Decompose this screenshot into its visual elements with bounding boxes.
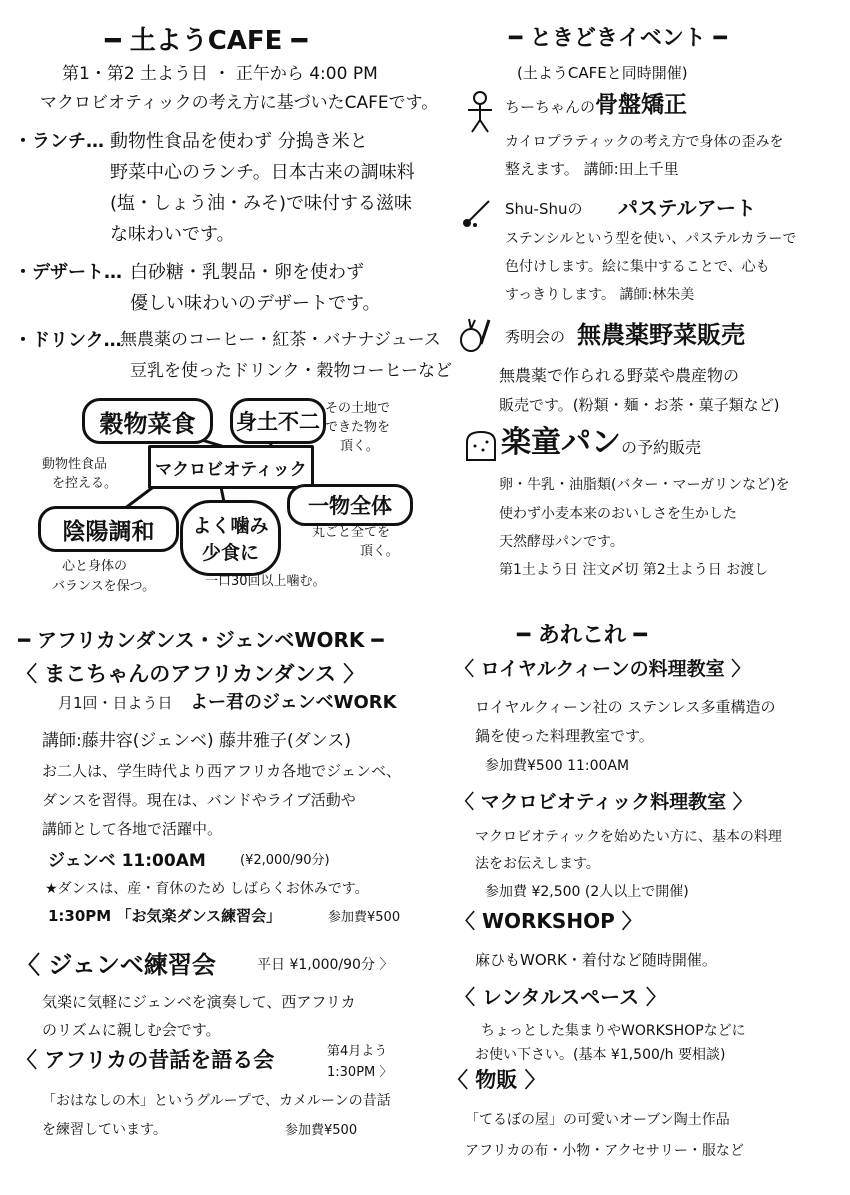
shindo-note-3: 頂く。 xyxy=(340,439,379,454)
event3-title: 無農薬野菜販売 xyxy=(577,321,745,349)
diagram-center: マクロビオティック xyxy=(148,445,314,489)
djembe-fee: (¥2,000/90分) xyxy=(240,853,330,868)
misc-royal-p1: ロイヤルクィーン社の ステンレス多重構造の xyxy=(475,698,776,716)
event3-prefix: 秀明会の xyxy=(505,328,566,346)
event1-p1: カイロプラティックの考え方で身体の歪みを xyxy=(505,134,784,150)
misc-macro-p2: 法をお伝えします。 xyxy=(475,856,600,872)
dessert-label: ・デザート… xyxy=(14,262,122,283)
cafe-intro: マクロビオティックの考え方に基づいたCAFEです。 xyxy=(40,93,439,113)
dance-note: ★ダンスは、産・育休のため しばらくお休みです。 xyxy=(45,881,369,897)
event4-p2: 使わず小麦本来のおいしさを生かした xyxy=(499,506,737,522)
cafe-schedule: 第1・第2 土よう日 ・ 正午から 4:00 PM xyxy=(62,64,378,84)
event3-p2: 販売です。(粉類・麺・お茶・菓子類など) xyxy=(499,396,780,414)
event2-p3: すっきりします。 講師:林朱美 xyxy=(505,287,695,303)
event1-prefix: ちーちゃんの xyxy=(505,98,596,116)
africa-title: ━ アフリカンダンス・ジェンベWORK ━ xyxy=(18,628,384,652)
right-column xyxy=(425,0,850,1195)
bread-icon xyxy=(463,428,499,464)
tales-when-1: 第4月よう xyxy=(327,1044,388,1059)
misc-royal-p2: 鍋を使った料理教室です。 xyxy=(475,727,654,745)
misc-royal-fee: 参加費¥500 11:00AM xyxy=(485,758,630,774)
practice-p1: 気楽に気軽にジェンベを演奏して、西アフリカ xyxy=(42,993,356,1011)
kokumotsu-note-2: を控える。 xyxy=(52,476,118,491)
yokukami-note: 一口30回以上噛む。 xyxy=(205,574,326,589)
africa-p1: お二人は、学生時代より西アフリカ各地でジェンベ、 xyxy=(42,762,401,780)
event4-p3: 天然酵母パンです。 xyxy=(499,534,624,550)
event2-p1: ステンシルという型を使い、パステルカラーで xyxy=(505,231,797,247)
misc-workshop-title: 〈 WORKSHOP 〉 xyxy=(455,909,642,933)
africa-p2: ダンスを習得。現在は、バンドやライブ活動や xyxy=(42,791,356,809)
ichibutsu-note-1: 丸ごと全てを xyxy=(312,525,391,540)
lunch-line-4: な味わいです。 xyxy=(110,224,235,245)
event4-title: 楽童パン xyxy=(501,425,621,460)
events-title: ━ ときどきイベント ━ xyxy=(509,26,727,51)
brush-icon xyxy=(459,195,495,231)
ichibutsu-note-2: 頂く。 xyxy=(360,544,399,559)
diagram-kokumotsu: 穀物菜食 xyxy=(82,398,213,444)
event2-p2: 色付けします。絵に集中することで、心も xyxy=(505,259,770,275)
events-subtitle: (土ようCAFEと同時開催) xyxy=(517,64,688,82)
practice-title: 〈 ジェンベ練習会 xyxy=(16,951,216,979)
misc-macro-p1: マクロビオティックを始めたい方に、基本の料理 xyxy=(475,829,782,845)
dance-fee: 参加費¥500 xyxy=(328,910,401,925)
lunch-line-2: 野菜中心のランチ。日本古来の調味料 xyxy=(110,162,415,183)
shindo-note-1: その土地で xyxy=(325,401,391,416)
person-icon xyxy=(463,90,497,134)
tales-fee: 参加費¥500 xyxy=(285,1123,358,1138)
dessert-line-1: 白砂糖・乳製品・卵を使わず xyxy=(130,262,364,283)
dance-time: 1:30PM 「お気楽ダンス練習会」 xyxy=(48,907,282,925)
misc-macro-fee: 参加費 ¥2,500 (2人以上で開催) xyxy=(485,884,689,900)
shindo-note-2: できた物を xyxy=(325,420,391,435)
event4-suffix: の予約販売 xyxy=(621,438,702,457)
diagram-ichibutsu: 一物全体 xyxy=(287,484,413,526)
practice-when: 平日 ¥1,000/90分 〉 xyxy=(257,957,394,973)
dessert-line-2: 優しい味わいのデザートです。 xyxy=(130,293,381,314)
event3-p1: 無農薬で作られる野菜や農産物の xyxy=(499,366,740,385)
misc-macro-title: 〈 マクロビオティック料理教室 〉 xyxy=(455,791,752,813)
misc-workshop-p1: 麻ひもWORK・着付など随時開催。 xyxy=(475,951,717,969)
lunch-label: ・ランチ… xyxy=(14,131,104,152)
tales-when-2: 1:30PM 〉 xyxy=(327,1065,393,1080)
drink-line-1: 無農薬のコーヒー・紅茶・バナナジュース xyxy=(120,330,441,350)
misc-rental-title: 〈 レンタルスペース 〉 xyxy=(455,985,667,1009)
misc-goods-item-2: アフリカの布・小物・アクセサリー・服など xyxy=(465,1143,744,1159)
drink-line-2: 豆乳を使ったドリンク・穀物コーヒーなど xyxy=(130,361,452,381)
misc-goods-item-1: 「てるぼの屋」の可愛いオーブン陶土作品 xyxy=(465,1112,730,1128)
yokukami-line-1: よく噛み xyxy=(192,515,269,537)
event4-p4: 第1土よう日 注文〆切 第2土よう日 お渡し xyxy=(499,562,769,578)
event2-title: パステルアート xyxy=(618,196,756,220)
practice-p2: のリズムに親しむ会です。 xyxy=(42,1021,221,1039)
diagram-inyo: 陰陽調和 xyxy=(38,506,179,552)
inyo-note-1: 心と身体の xyxy=(62,559,128,574)
africa-djembe-work: よー君のジェンベWORK xyxy=(190,692,397,713)
diagram-shindo: 身土不二 xyxy=(230,398,326,444)
event4-p1: 卵・牛乳・油脂類(バター・マーガリンなど)を xyxy=(499,477,790,493)
tales-title: 〈 アフリカの昔話を語る会 xyxy=(16,1048,275,1072)
event1-p2: 整えます。 講師:田上千里 xyxy=(505,160,679,178)
misc-rental-p2: お使い下さい。(基本 ¥1,500/h 要相談) xyxy=(475,1047,726,1063)
africa-teacher: 講師:藤井容(ジェンベ) 藤井雅子(ダンス) xyxy=(42,731,351,751)
lunch-line-3: (塩・しょう油・みそ)で味付する滋味 xyxy=(110,193,413,214)
vegetable-icon xyxy=(457,314,493,354)
misc-goods-title: 〈 物販 〉 xyxy=(447,1068,546,1092)
africa-sub1-when: 月1回・日よう日 xyxy=(58,694,173,712)
kokumotsu-note-1: 動物性食品 xyxy=(42,457,108,472)
djembe-time: ジェンベ 11:00AM xyxy=(48,851,206,871)
misc-title: ━ あれこれ ━ xyxy=(517,623,647,648)
event1-title: 骨盤矯正 xyxy=(595,92,687,118)
yokukami-line-2: 少食に xyxy=(201,542,259,564)
tales-p2: を練習しています。 xyxy=(42,1122,167,1138)
drink-label: ・ドリンク… xyxy=(14,330,122,351)
lunch-line-1: 動物性食品を使わず 分搗き米と xyxy=(110,131,368,152)
event2-prefix: Shu-Shuの xyxy=(505,200,583,218)
misc-rental-p1: ちょっとした集まりやWORKSHOPなどに xyxy=(481,1023,746,1039)
tales-p1: 「おはなしの木」というグループで、カメルーンの昔話 xyxy=(42,1093,391,1109)
inyo-note-2: バランスを保つ。 xyxy=(52,579,156,594)
africa-sub1: 〈 まこちゃんのアフリカンダンス 〉 xyxy=(16,662,365,686)
misc-royal-title: 〈 ロイヤルクィーンの料理教室 〉 xyxy=(455,658,751,680)
diagram-yokukami xyxy=(180,500,281,576)
africa-p3: 講師として各地で活躍中。 xyxy=(42,820,223,838)
cafe-title: ━ 土ようCAFE ━ xyxy=(105,26,308,56)
